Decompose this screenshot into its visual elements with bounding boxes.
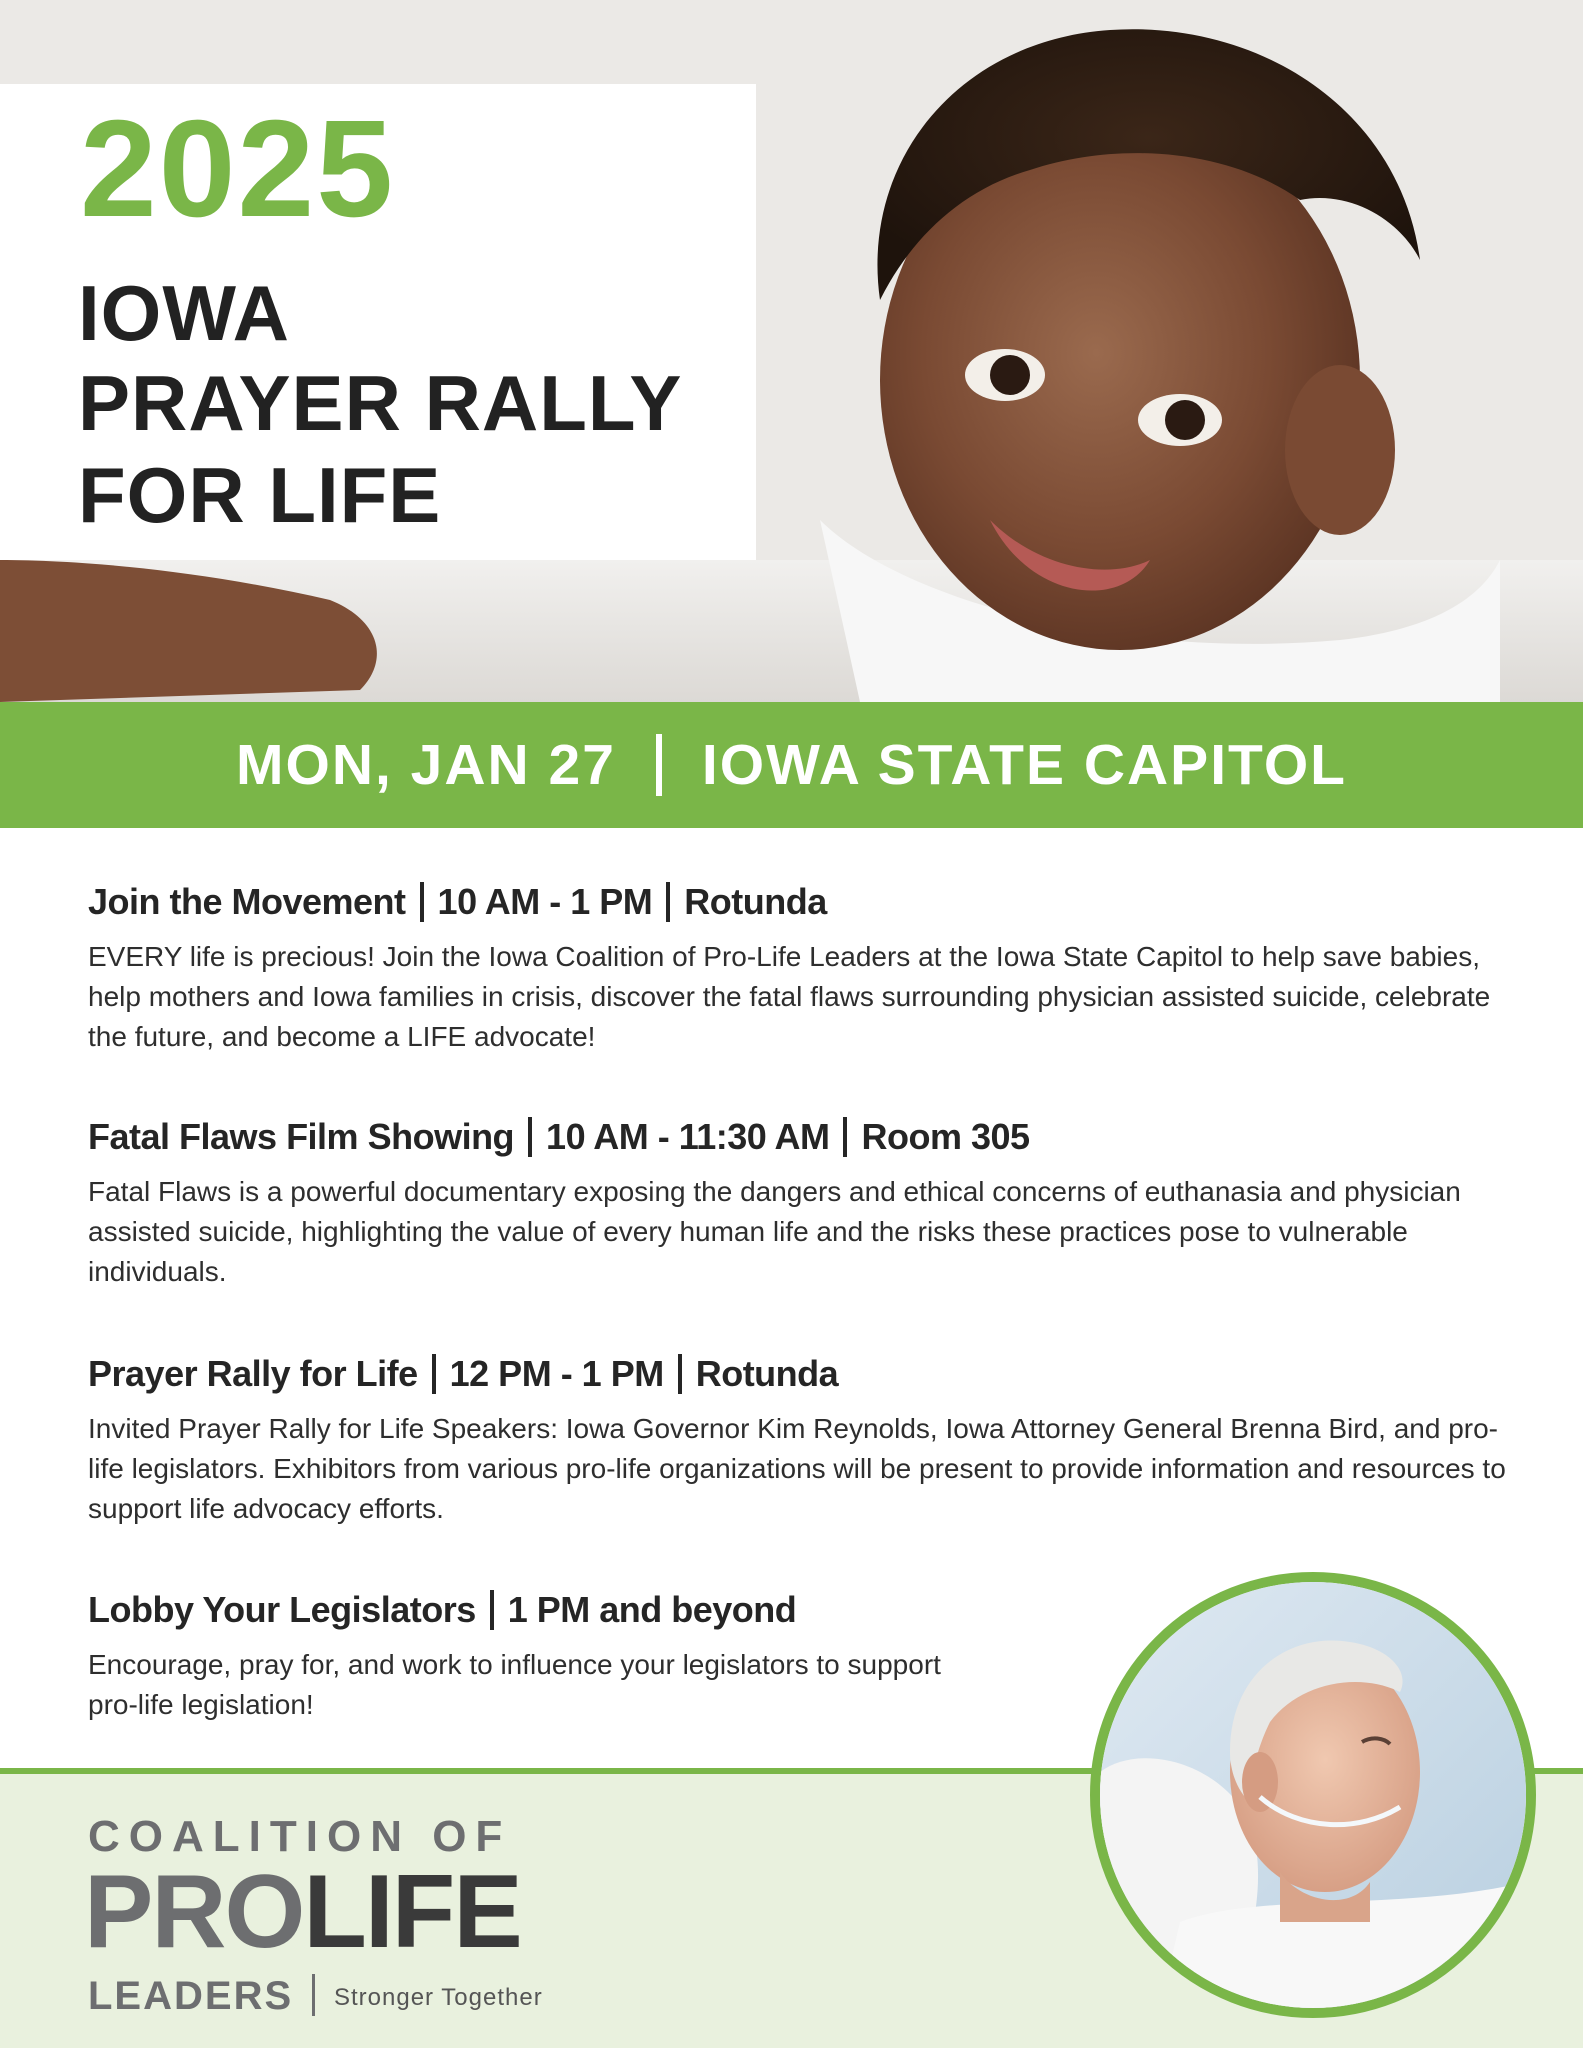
logo-tagline: Stronger Together [334,1984,543,2011]
event-time: 10 AM - 11:30 AM [546,1116,830,1157]
event-join-the-movement [88,880,1508,1057]
event-place: Rotunda [695,1353,839,1394]
logo-prolife [84,1854,521,1970]
heading-divider [666,882,670,922]
event-place: Room 305 [861,1116,1030,1157]
heading-divider [490,1590,494,1630]
event-prayer-rally [88,1352,1508,1529]
event-location: IOWA STATE CAPITOL [701,733,1347,797]
event-name: Join the Movement [88,881,406,922]
heading-divider [678,1354,682,1394]
logo-pro-text: PRO [84,1854,304,1970]
event-name: Fatal Flaws Film Showing [88,1116,515,1157]
hero-image-area [0,0,1583,702]
elderly-man-photo [1090,1572,1536,2018]
heading-divider [528,1117,532,1157]
event-description: Encourage, pray for, and work to influence your legislators to support pro-life legislation! [88,1649,941,1721]
event-time: 1 PM and beyond [507,1589,797,1630]
event-time: 12 PM - 1 PM [449,1353,664,1394]
event-description: EVERY life is precious! Join the Iowa Coalition of Pro-Life Leaders at the Iowa State Capitol to help save babies, help mothers and Iowa families in crisis, discover the fatal flaws surrounding physician assisted suicide, celebrate the future, and become a LIFE advocate! [88,941,1491,1053]
event-heading [88,1352,1508,1395]
heading-divider [432,1354,436,1394]
title-line-2: PRAYER RALLY [78,359,683,447]
logo-divider [312,1974,315,2016]
event-description: Fatal Flaws is a powerful documentary exposing the dangers and ethical concerns of euthanasia and physician assisted suicide, highlighting the value of every human life and the risks these practices pose to vulnerable individuals. [88,1176,1461,1288]
title-line-3: FOR LIFE [78,451,442,539]
event-lobby-legislators [88,1588,988,1725]
event-description: Invited Prayer Rally for Life Speakers: Iowa Governor Kim Reynolds, Iowa Attorney General Brenna Bird, and pro-life legislators. Exhibitors from various pro-life organizations will be present to provide information and resources to support life advocacy efforts. [88,1413,1506,1525]
event-name: Lobby Your Legislators [88,1589,476,1630]
event-fatal-flaws-film [88,1115,1508,1292]
heading-divider [420,882,424,922]
event-time: 10 AM - 1 PM [437,881,653,922]
logo-life-text: LIFE [303,1854,521,1970]
event-name: Prayer Rally for Life [88,1353,418,1394]
banner-divider [656,734,662,796]
heading-divider [843,1117,847,1157]
event-heading [88,880,1508,923]
title-line-1: IOWA [78,269,290,357]
event-year: 2025 [80,92,395,246]
event-heading [88,1588,988,1631]
elderly-man-illustration [1100,1582,1526,2008]
event-place: Rotunda [684,881,827,922]
event-heading [88,1115,1508,1158]
logo-coalition-text: COALITION OF [88,1812,512,1861]
event-date: MON, JAN 27 [236,733,616,797]
date-location-banner [0,702,1583,828]
logo-leaders-text: LEADERS [88,1974,294,2018]
